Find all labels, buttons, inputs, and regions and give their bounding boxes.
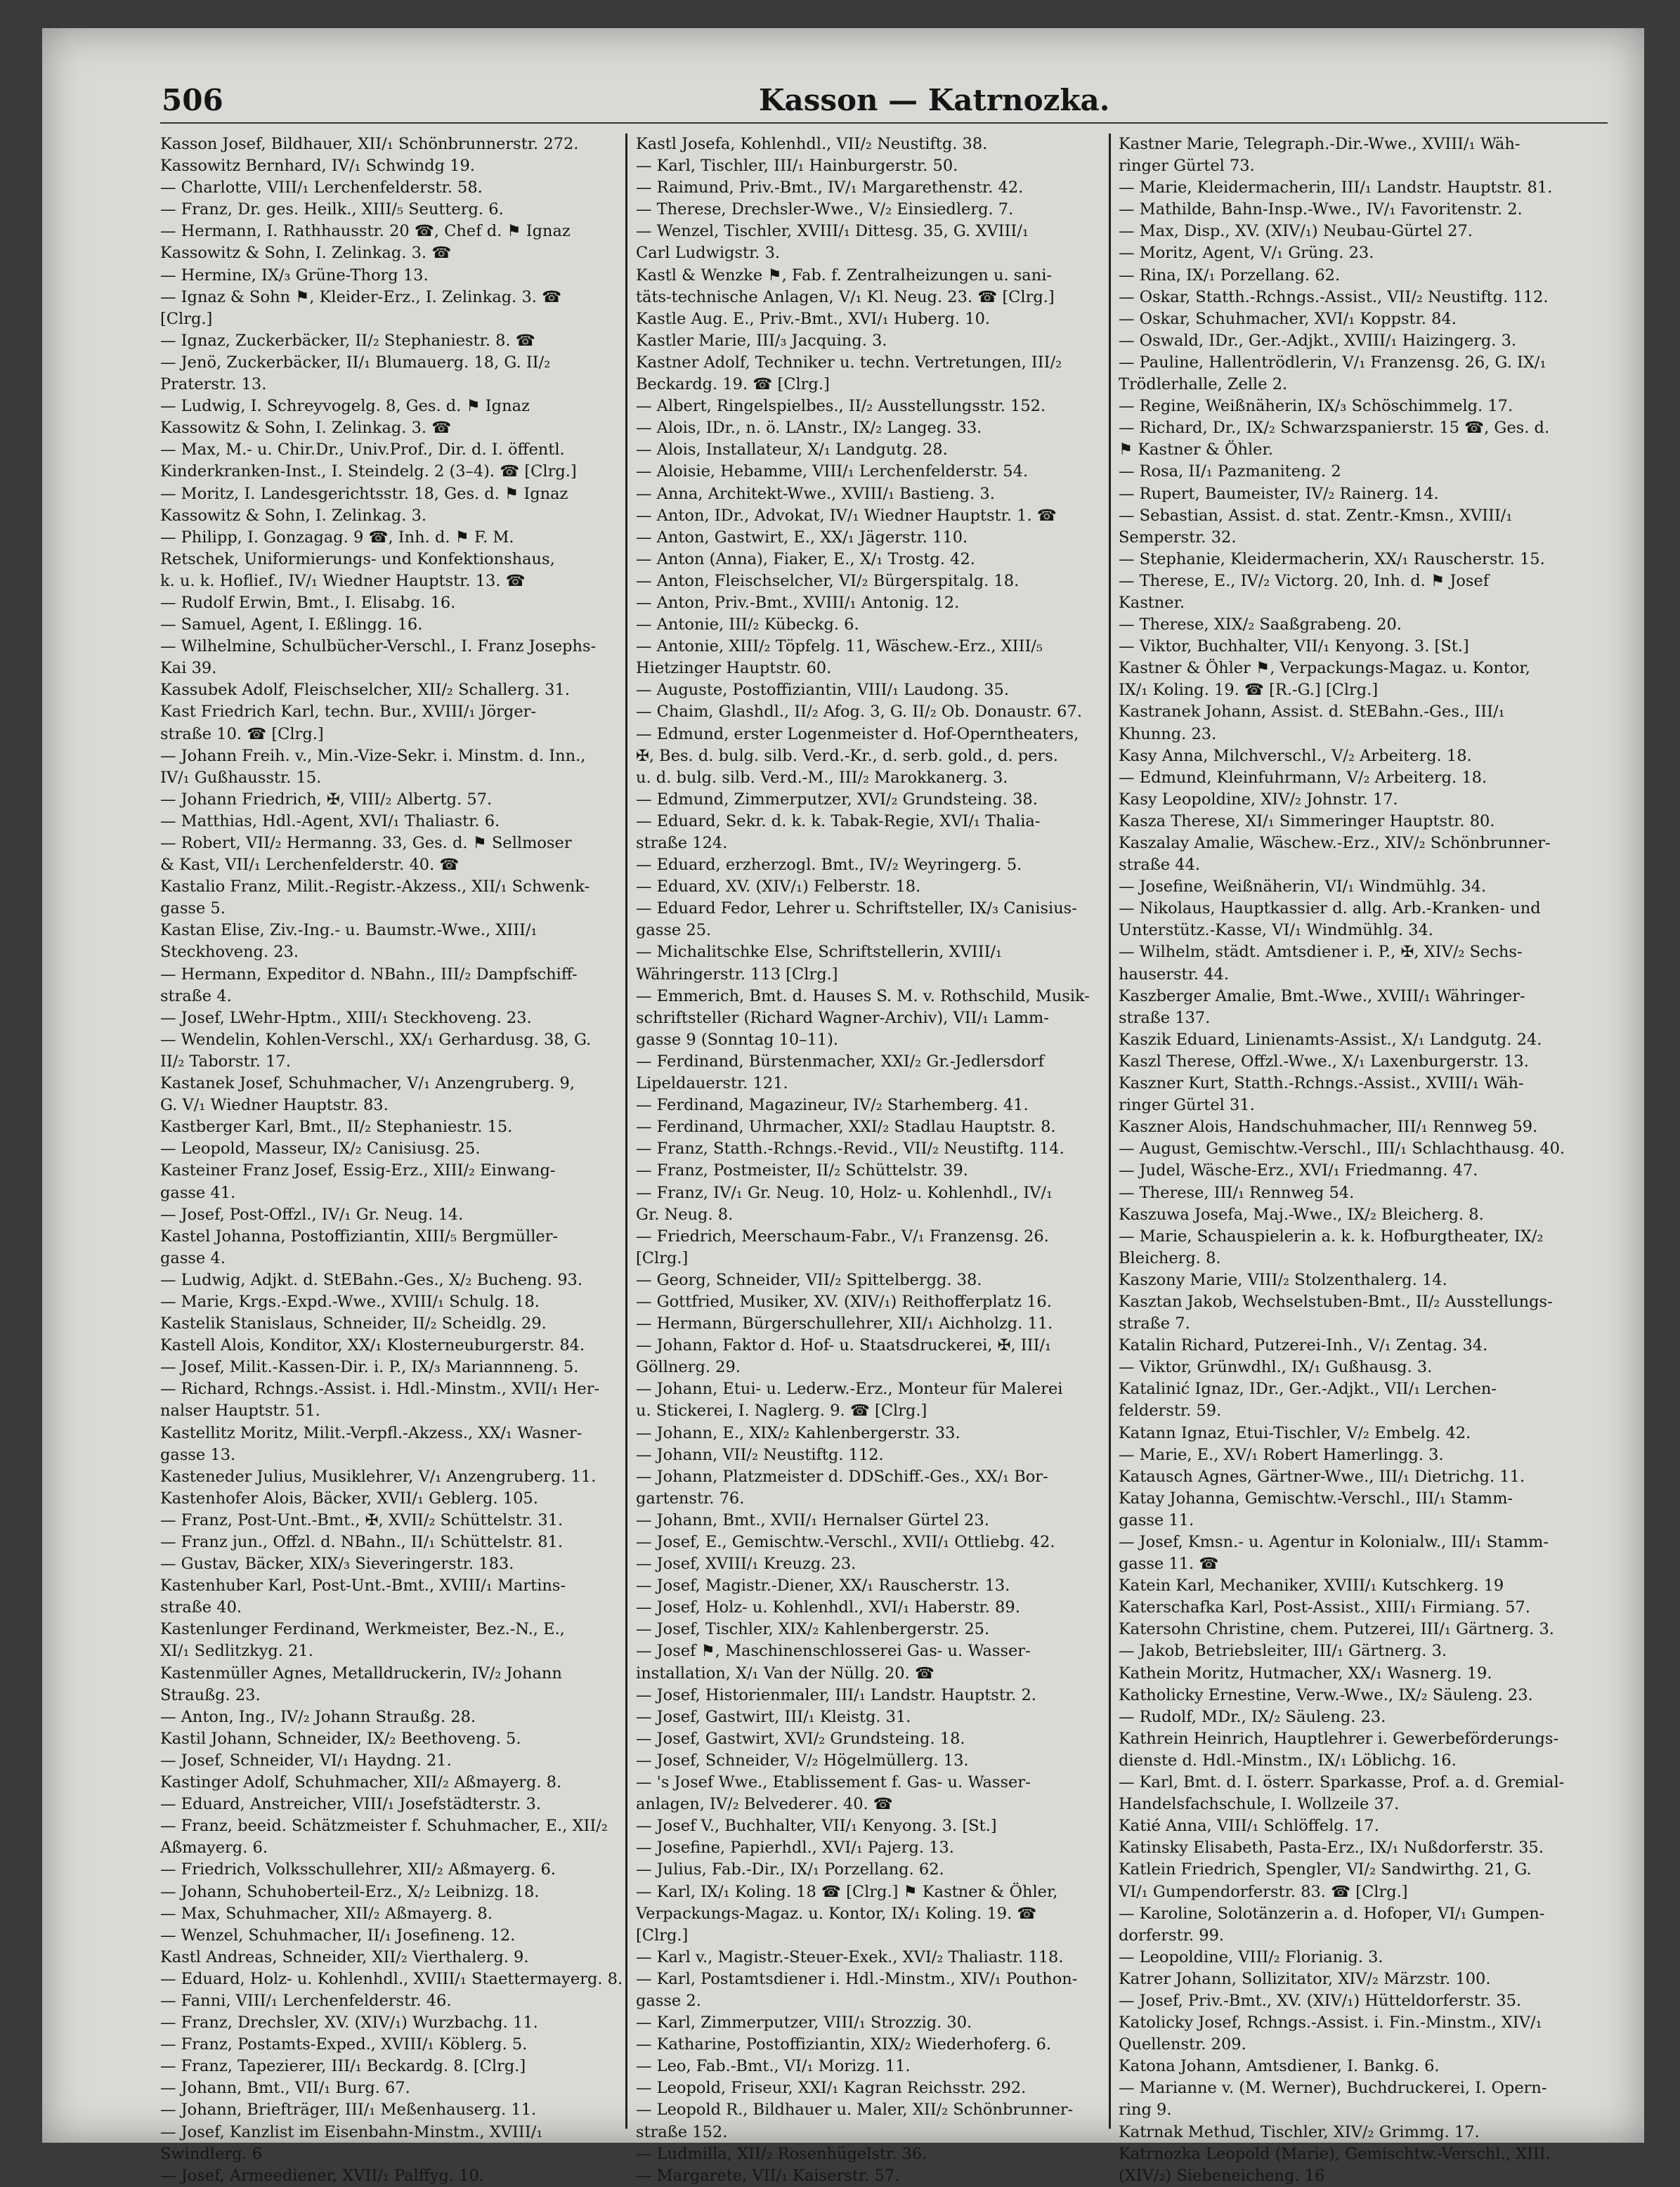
directory-entry-line: — Regine, Weißnäherin, IX/₃ Schöschimmelg. 17. — [1119, 397, 1513, 416]
directory-entry-line: — Chaim, Glashdl., II/₂ Afog. 3, G. II/₂ Ob. Donaustr. 67. — [636, 703, 1082, 722]
directory-entry-line: Göllnerg. 29. — [636, 1358, 741, 1377]
directory-entry-line: — Franz, Postmeister, II/₂ Schüttelstr. 39. — [636, 1161, 968, 1180]
directory-entry-line: — 's Josef Wwe., Etablissement f. Gas- u. Wasser- — [636, 1773, 1031, 1792]
directory-entry-line: Kassowitz & Sohn, I. Zelinkag. 3. — [160, 506, 427, 525]
directory-entry-line: gasse 2. — [636, 1991, 701, 2010]
directory-entry-line: Kasteiner Franz Josef, Essig-Erz., XIII/₂ Einwang- — [160, 1161, 556, 1180]
directory-entry-line: — Anton, Gastwirt, E., XX/₁ Jägerstr. 110. — [636, 528, 968, 547]
directory-entry-line: — Rina, IX/₁ Porzellang. 62. — [1119, 266, 1341, 285]
directory-entry-line: installation, X/₁ Van der Nüllg. 20. ☎ — [636, 1664, 935, 1683]
directory-entry-line: — Alois, Installateur, X/₁ Landgutg. 28. — [636, 440, 948, 459]
directory-entry-line: — Eduard, Holz- u. Kohlenhdl., XVIII/₁ Staettermayerg. 8. — [160, 1969, 623, 1988]
directory-entry-line: — Sebastian, Assist. d. stat. Zentr.-Kmsn., XVIII/₁ — [1119, 506, 1513, 525]
directory-entry-line: — Karl, Bmt. d. I. österr. Sparkasse, Prof. a. d. Gremial- — [1119, 1773, 1565, 1792]
directory-entry-line: — Margarete, VII/₁ Kaiserstr. 57. — [636, 2166, 900, 2185]
directory-entry-line: — Leopold, Friseur, XXI/₁ Kagran Reichsstr. 292. — [636, 2079, 1027, 2098]
directory-entry-line: Kassowitz & Sohn, I. Zelinkag. 3. ☎ — [160, 419, 452, 438]
directory-entry-line: Gr. Neug. 8. — [636, 1205, 734, 1224]
directory-entry-line: Kastelik Stanislaus, Schneider, II/₂ Scheidlg. 29. — [160, 1314, 547, 1333]
directory-entry-line: Katona Johann, Amtsdiener, I. Bankg. 6. — [1119, 2057, 1440, 2076]
directory-entry-line: straße 137. — [1119, 1008, 1211, 1027]
directory-entry-line: gasse 13. — [160, 1445, 236, 1464]
directory-entry-line: — Marie, Krgs.-Expd.-Wwe., XVIII/₁ Schulg. 18. — [160, 1292, 540, 1311]
directory-page — [42, 28, 1644, 2185]
directory-entry-line: — Max, Schuhmacher, XII/₂ Aßmayerg. 8. — [160, 1904, 493, 1923]
directory-entry-line: straße 7. — [1119, 1314, 1190, 1333]
directory-entry-line: Katrnozka Leopold (Marie), Gemischtw.-Verschl., XIII. — [1119, 2144, 1551, 2163]
directory-entry-line: Katolicky Josef, Rchngs.-Assist. i. Fin.-Minstm., XIV/₁ — [1119, 2013, 1542, 2032]
directory-entry-line: Verpackungs-Magaz. u. Kontor, IX/₁ Koling. 19. ☎ — [636, 1904, 1037, 1923]
directory-entry-line: — Max, Disp., XV. (XIV/₁) Neubau-Gürtel 27. — [1119, 222, 1473, 241]
directory-entry-line: — Therese, E., IV/₂ Victorg. 20, Inh. d. ⚑ Josef — [1119, 571, 1490, 590]
directory-entry-line: — Johann, Etui- u. Lederw.-Erz., Monteur für Malerei — [636, 1380, 1063, 1399]
directory-entry-line: — Franz, Post-Unt.-Bmt., ✠, XVII/₂ Schüttelstr. 31. — [160, 1510, 564, 1529]
directory-entry-line: Kaszner Kurt, Statth.-Rchngs.-Assist., XVIII/₁ Wäh- — [1119, 1074, 1524, 1093]
column-divider — [625, 133, 627, 2129]
directory-entry-line: Katay Johanna, Gemischtw.-Verschl., III/₁ Stamm- — [1119, 1489, 1513, 1508]
directory-entry-line: — Leo, Fab.-Bmt., VI/₁ Morizg. 11. — [636, 2057, 911, 2076]
directory-entry-line: — Johann, Briefträger, III/₁ Meßenhauserg. 11. — [160, 2101, 537, 2120]
directory-entry-line: — Mathilde, Bahn-Insp.-Wwe., IV/₁ Favoritenstr. 2. — [1119, 200, 1523, 219]
directory-entry-line: IX/₁ Koling. 19. ☎ [R.-G.] [Clrg.] — [1119, 681, 1379, 700]
directory-entry-line: — Wendelin, Kohlen-Verschl., XX/₁ Gerhardusg. 38, G. — [160, 1030, 592, 1049]
directory-entry-line: Kastell Alois, Konditor, XX/₁ Klosterneuburgerstr. 84. — [160, 1336, 585, 1355]
directory-entry-line: — Friedrich, Volksschullehrer, XII/₂ Aßmayerg. 6. — [160, 1860, 556, 1879]
directory-entry-line: — Eduard Fedor, Lehrer u. Schriftsteller, IX/₃ Canisius- — [636, 899, 1077, 918]
directory-entry-line: — Wenzel, Schuhmacher, II/₁ Josefineng. 12. — [160, 1926, 516, 1945]
directory-entry-line: Semperstr. 32. — [1119, 528, 1237, 547]
directory-entry-line: Kastenlunger Ferdinand, Werkmeister, Bez.-N., E., — [160, 1620, 565, 1639]
directory-entry-line: Kasson Josef, Bildhauer, XII/₁ Schönbrunnerstr. 272. — [160, 135, 579, 153]
directory-entry-line: — Julius, Fab.-Dir., IX/₁ Porzellang. 62. — [636, 1860, 944, 1879]
directory-entry-line: Kastl Josefa, Kohlenhdl., VII/₂ Neustiftg. 38. — [636, 135, 988, 153]
directory-entry-line: — Samuel, Agent, I. Eßlingg. 16. — [160, 615, 423, 634]
directory-entry-line: — Karl v., Magistr.-Steuer-Exek., XVI/₂ Thaliastr. 118. — [636, 1947, 1064, 1966]
directory-entry-line: ring 9. — [1119, 2101, 1172, 2120]
directory-entry-line: Praterstr. 13. — [160, 375, 267, 394]
directory-entry-line: Kastner Marie, Telegraph.-Dir.-Wwe., XVIII/₁ Wäh- — [1119, 135, 1521, 153]
directory-entry-line: Kasteneder Julius, Musiklehrer, V/₁ Anzengruberg. 11. — [160, 1467, 597, 1486]
directory-entry-line: anlagen, IV/₂ Belvederег. 40. ☎ — [636, 1795, 893, 1814]
directory-entry-line: — Josef, Milit.-Kassen-Dir. i. P., IX/₃ Mariannneng. 5. — [160, 1358, 579, 1377]
directory-entry-line: Handelsfachschule, I. Wollzeile 37. — [1119, 1795, 1400, 1814]
directory-entry-line: Kastranek Johann, Assist. d. StEBahn.-Ges., III/₁ — [1119, 703, 1505, 722]
directory-entry-line: Kastler Marie, III/₃ Jacquing. 3. — [636, 331, 887, 350]
directory-entry-line: u. d. bulg. silb. Verd.-M., III/₂ Marokkanerg. 3. — [636, 768, 1008, 787]
directory-entry-line: — Therese, Drechsler-Wwe., V/₂ Einsiedlerg. 7. — [636, 200, 1014, 219]
directory-entry-line: — Oswald, IDr., Ger.-Adjkt., XVIII/₁ Haizingerg. 3. — [1119, 331, 1517, 350]
directory-entry-line: straße 40. — [160, 1598, 242, 1617]
directory-entry-line: — Jenö, Zuckerbäcker, II/₁ Blumauerg. 18, G. II/₂ — [160, 353, 551, 372]
directory-entry-line: — Johann, Bmt., XVII/₁ Hernalser Gürtel 23. — [636, 1510, 989, 1529]
directory-entry-line: Straußg. 23. — [160, 1685, 261, 1704]
directory-entry-line: — Ignaz, Zuckerbäcker, II/₂ Stephaniestr. 8. ☎ — [160, 331, 535, 350]
directory-entry-line: ringer Gürtel 31. — [1119, 1096, 1255, 1115]
directory-entry-line: Bleicherg. 8. — [1119, 1248, 1221, 1267]
directory-entry-line: — Rudolf, MDr., IX/₂ Säuleng. 23. — [1119, 1707, 1386, 1726]
directory-entry-line: — Ignaz & Sohn ⚑, Kleider-Erz., I. Zelinkag. 3. ☎ — [160, 287, 562, 306]
directory-entry-line: — Michalitschke Else, Schriftstellerin, XVIII/₁ — [636, 943, 1003, 962]
directory-entry-line: — Fanni, VIII/₁ Lerchenfelderstr. 46. — [160, 1991, 452, 2010]
page-number: 506 — [162, 83, 223, 117]
directory-entry-line: — Therese, III/₁ Rennweg 54. — [1119, 1183, 1355, 1202]
directory-entry-line: — Franz, Postamts-Exped., XVIII/₁ Köblerg. 5. — [160, 2035, 528, 2054]
directory-entry-line: Katalin Richard, Putzerei-Inh., V/₁ Zentag. 34. — [1119, 1336, 1488, 1355]
directory-entry-line: — Franz, Tapezierer, III/₁ Beckardg. 8. [Clrg.] — [160, 2057, 526, 2076]
directory-entry-line: — Johann, E., XIX/₂ Kahlenbergerstr. 33. — [636, 1423, 961, 1442]
directory-entry-line: — Judel, Wäsche-Erz., XVI/₁ Friedmanng. 47. — [1119, 1161, 1478, 1180]
directory-entry-line: Kastinger Adolf, Schuhmacher, XII/₂ Aßmayerg. 8. — [160, 1773, 562, 1792]
directory-entry-line: — Anton, Ing., IV/₂ Johann Straußg. 28. — [160, 1707, 476, 1726]
directory-entry-line: — Hermann, I. Rathhausstr. 20 ☎, Chef d. ⚑ Ignaz — [160, 222, 571, 241]
directory-entry-line: — Charlotte, VIII/₁ Lerchenfelderstr. 58. — [160, 178, 483, 197]
directory-entry-line: — Josef, E., Gemischtw.-Verschl., XVII/₁ Ottliebg. 42. — [636, 1533, 1055, 1551]
directory-entry-line: — Edmund, Kleinfuhrmann, V/₂ Arbeiterg. 18. — [1119, 768, 1487, 787]
directory-entry-line: Quellenstr. 209. — [1119, 2035, 1246, 2054]
directory-entry-line: — Wenzel, Tischler, XVIII/₁ Dittesg. 35, G. XVIII/₁ — [636, 222, 1029, 241]
directory-entry-line: — Moritz, I. Landesgerichtsstr. 18, Ges. d. ⚑ Ignaz — [160, 484, 568, 503]
directory-entry-line: — Jakob, Betriebsleiter, III/₁ Gärtnerg. 3. — [1119, 1642, 1447, 1661]
directory-entry-line: — Wilhelmine, Schulbücher-Verschl., I. Franz Josephs- — [160, 637, 597, 656]
directory-entry-line: — Josef, XVIII/₁ Kreuzg. 23. — [636, 1555, 857, 1574]
directory-entry-line: — Karl, IX/₁ Koling. 18 ☎ [Clrg.] ⚑ Kastner & Öhler, — [636, 1882, 1058, 1901]
directory-entry-line: — Marie, Schauspielerin a. k. k. Hofburgtheater, IX/₂ — [1119, 1227, 1544, 1246]
directory-entry-line: Kaszl Therese, Offzl.-Wwe., X/₁ Laxenburgerstr. 13. — [1119, 1052, 1529, 1071]
directory-entry-line: & Kast, VII/₁ Lerchenfelderstr. 40. ☎ — [160, 856, 460, 875]
directory-entry-line: — Franz, IV/₁ Gr. Neug. 10, Holz- u. Kohlenhdl., IV/₁ — [636, 1183, 1053, 1202]
directory-entry-line: — Ludwig, I. Schreyvogelg. 8, Ges. d. ⚑ Ignaz — [160, 397, 530, 416]
directory-entry-line: — Anton (Anna), Fiaker, E., X/₁ Trostg. 42. — [636, 549, 975, 568]
directory-entry-line: II/₂ Taborstr. 17. — [160, 1052, 291, 1071]
directory-entry-line: — Josef, Priv.-Bmt., XV. (XIV/₁) Hütteldorferstr. 35. — [1119, 1991, 1522, 2010]
directory-entry-line: gartenstr. 76. — [636, 1489, 745, 1508]
column-2 — [636, 133, 1121, 2187]
directory-entry-line: Kathein Moritz, Hutmacher, XX/₁ Wasnerg. 19. — [1119, 1664, 1492, 1683]
directory-entry-line: Kastner & Öhler ⚑, Verpackungs-Magaz. u. Kontor, — [1119, 659, 1530, 678]
directory-entry-line: — Josef, Gastwirt, III/₁ Kleistg. 31. — [636, 1707, 911, 1726]
directory-entry-line: Kastenhuber Karl, Post-Unt.-Bmt., XVIII/₁ Martins- — [160, 1576, 566, 1595]
directory-entry-line: ⚑ Kastner & Öhler. — [1119, 440, 1273, 459]
directory-entry-line: gasse 11. — [1119, 1510, 1194, 1529]
directory-entry-line: — Ludmilla, XII/₂ Rosenhügelstr. 36. — [636, 2144, 927, 2163]
directory-entry-line: — Anna, Architekt-Wwe., XVIII/₁ Bastieng. 3. — [636, 484, 995, 503]
directory-entry-line: Katrer Johann, Sollizitator, XIV/₂ Märzstr. 100. — [1119, 1969, 1491, 1988]
directory-entry-line: straße 4. — [160, 986, 232, 1005]
directory-entry-line: Katausch Agnes, Gärtner-Wwe., III/₁ Dietrichg. 11. — [1119, 1467, 1525, 1486]
directory-entry-line: — Ferdinand, Uhrmacher, XXI/₂ Stadlau Hauptstr. 8. — [636, 1118, 1056, 1137]
directory-entry-line: — Karl, Postamtsdiener i. Hdl.-Minstm., XIV/₁ Pouthon- — [636, 1969, 1078, 1988]
directory-entry-line: Kassowitz & Sohn, I. Zelinkag. 3. ☎ — [160, 244, 452, 263]
running-head: Kasson — Katrnozka. — [759, 83, 1110, 117]
directory-entry-line: gasse 11. ☎ — [1119, 1555, 1219, 1574]
directory-entry-line: — Friedrich, Meerschaum-Fabr., V/₁ Franzensg. 26. — [636, 1227, 1049, 1246]
directory-entry-line: — Rudolf Erwin, Bmt., I. Elisabg. 16. — [160, 593, 456, 612]
header-rule — [160, 122, 1608, 124]
directory-entry-line: Kastenhofer Alois, Bäcker, XVII/₁ Geblerg. 105. — [160, 1489, 538, 1508]
directory-entry-line: straße 10. ☎ [Clrg.] — [160, 724, 324, 743]
directory-entry-line: Katann Ignaz, Etui-Tischler, V/₂ Embelg. 42. — [1119, 1423, 1471, 1442]
column-divider — [1109, 133, 1111, 2129]
directory-entry-line: — Ludwig, Adjkt. d. StEBahn.-Ges., X/₂ Bucheng. 93. — [160, 1270, 583, 1289]
directory-entry-line: — Oskar, Statth.-Rchngs.-Assist., VII/₂ Neustiftg. 112. — [1119, 287, 1549, 306]
directory-entry-line: Steckhoveng. 23. — [160, 943, 299, 962]
directory-entry-line: — Josef V., Buchhalter, VII/₁ Kenyong. 3. [St.] — [636, 1817, 997, 1836]
directory-entry-line: Kasztan Jakob, Wechselstuben-Bmt., II/₂ Ausstellungs- — [1119, 1292, 1553, 1311]
directory-entry-line: Kastle Aug. E., Priv.-Bmt., XVI/₁ Huberg. 10. — [636, 309, 991, 328]
directory-entry-line: ✠, Bes. d. bulg. silb. Verd.-Kr., d. serb. gold., d. pers. — [636, 746, 1058, 765]
directory-entry-line: — Wilhelm, städt. Amtsdiener i. P., ✠, XIV/₂ Sechs- — [1119, 943, 1523, 962]
directory-entry-line: gasse 4. — [160, 1248, 226, 1267]
directory-entry-line: — Franz, beeid. Schätzmeister f. Schuhmacher, E., XII/₂ — [160, 1817, 608, 1836]
directory-entry-line: — Therese, XIX/₂ Saaßgrabeng. 20. — [1119, 615, 1402, 634]
directory-entry-line: Aßmayerg. 6. — [160, 1839, 268, 1858]
directory-entry-line: — Raimund, Priv.-Bmt., IV/₁ Margarethenstr. 42. — [636, 178, 1024, 197]
directory-entry-line: — Rupert, Baumeister, IV/₂ Rainerg. 14. — [1119, 484, 1439, 503]
directory-entry-line: Kai 39. — [160, 659, 217, 678]
directory-entry-line: Kastan Elise, Ziv.-Ing.- u. Baumstr.-Wwe., XIII/₁ — [160, 921, 538, 940]
directory-entry-line: Kaszalay Amalie, Wäschew.-Erz., XIV/₂ Schönbrunner- — [1119, 834, 1551, 852]
directory-entry-line: — Hermann, Expeditor d. NBahn., III/₂ Dampfschiff- — [160, 965, 578, 984]
directory-entry-line: XI/₁ Sedlitzkyg. 21. — [160, 1642, 313, 1661]
directory-entry-line: — Aloisie, Hebamme, VIII/₁ Lerchenfelderstr. 54. — [636, 462, 1029, 481]
directory-entry-line: VI/₁ Gumpendorferstr. 83. ☎ [Clrg.] — [1119, 1882, 1408, 1901]
directory-entry-line: nalser Hauptstr. 51. — [160, 1402, 320, 1421]
directory-entry-line: Kinderkranken-Inst., I. Steindelg. 2 (3–4). ☎ [Clrg.] — [160, 462, 577, 481]
directory-entry-line: — Franz, Drechsler, XV. (XIV/₁) Wurzbachg. 11. — [160, 2013, 538, 2032]
directory-entry-line: — Josef, Armeediener, XVII/₁ Palffyg. 10. — [160, 2166, 484, 2185]
directory-entry-line: — Leopold R., Bildhauer u. Maler, XII/₂ Schönbrunner- — [636, 2101, 1074, 2120]
directory-entry-line: — Rosa, II/₁ Pazmaniteng. 2 — [1119, 462, 1341, 481]
directory-entry-line: Kastil Johann, Schneider, IX/₂ Beethoveng. 5. — [160, 1729, 521, 1748]
directory-entry-line: Katinsky Elisabeth, Pasta-Erz., IX/₁ Nußdorferstr. 35. — [1119, 1839, 1544, 1858]
directory-entry-line: — Edmund, Zimmerputzer, XVI/₂ Grundsteing. 38. — [636, 790, 1038, 809]
directory-entry-line: (XIV/₂) Siebeneicheng. 16 — [1119, 2166, 1325, 2185]
directory-entry-line: Carl Ludwigstr. 3. — [636, 244, 781, 263]
directory-entry-line: G. V/₁ Wiedner Hauptstr. 83. — [160, 1096, 389, 1115]
directory-entry-line: — Josef, Historienmaler, III/₁ Landstr. Hauptstr. 2. — [636, 1685, 1036, 1704]
directory-entry-line: — Nikolaus, Hauptkassier d. allg. Arb.-Kranken- und — [1119, 899, 1541, 918]
directory-entry-line: Währingerstr. 113 [Clrg.] — [636, 965, 838, 984]
directory-entry-line: — Johann, Bmt., VII/₁ Burg. 67. — [160, 2079, 410, 2098]
directory-entry-line: — Antonie, III/₂ Kübeckg. 6. — [636, 615, 859, 634]
directory-entry-line: Kathrein Heinrich, Hauptlehrer i. Gewerbeförderungs- — [1119, 1729, 1559, 1748]
directory-entry-line: Swindlerg. 6 — [160, 2144, 263, 2163]
directory-entry-line: Katalinić Ignaz, IDr., Ger.-Adjkt., VII/₁ Lerchen- — [1119, 1380, 1497, 1399]
directory-entry-line: Kasy Anna, Milchverschl., V/₂ Arbeiterg. 18. — [1119, 746, 1472, 765]
directory-entry-line: — Marianne v. (M. Werner), Buchdruckerei, I. Opern- — [1119, 2079, 1547, 2098]
directory-entry-line: Katlein Friedrich, Spengler, VI/₂ Sandwirthg. 21, G. — [1119, 1860, 1532, 1879]
directory-entry-line: Kaszik Eduard, Linienamts-Assist., X/₁ Landgutg. 24. — [1119, 1030, 1542, 1049]
directory-entry-line: — Hermine, IX/₃ Grüne-Thorg 13. — [160, 266, 429, 285]
directory-entry-line: Trödlerhalle, Zelle 2. — [1119, 375, 1288, 394]
directory-entry-line: — Oskar, Schuhmacher, XVI/₁ Koppstr. 84. — [1119, 309, 1457, 328]
directory-entry-line: — Eduard, XV. (XIV/₁) Felberstr. 18. — [636, 877, 921, 896]
directory-entry-line: — Viktor, Grünwdhl., IX/₁ Gußhausg. 3. — [1119, 1358, 1433, 1377]
directory-entry-line: — Josef, Kmsn.- u. Agentur in Kolonialw., III/₁ Stamm- — [1119, 1533, 1549, 1551]
directory-entry-line: — Johann, Platzmeister d. DDSchiff.-Ges., XX/₁ Bor- — [636, 1467, 1048, 1486]
directory-entry-line: Katein Karl, Mechaniker, XVIII/₁ Kutschkerg. 19 — [1119, 1576, 1504, 1595]
directory-entry-line: — Albert, Ringelspielbes., II/₂ Ausstellungsstr. 152. — [636, 397, 1046, 416]
directory-entry-line: gasse 25. — [636, 921, 712, 940]
directory-entry-line: Kasza Therese, XI/₁ Simmeringer Hauptstr. 80. — [1119, 811, 1495, 830]
directory-entry-line: — Karoline, Solotänzerin a. d. Hofoper, VI/₁ Gumpen- — [1119, 1904, 1545, 1923]
directory-entry-line: — Josef, Holz- u. Kohlenhdl., XVI/₁ Haberstr. 89. — [636, 1598, 1020, 1617]
directory-entry-line: — Josef, LWehr-Hptm., XIII/₁ Steckhoveng. 23. — [160, 1008, 532, 1027]
directory-entry-line: — Karl, Zimmerputzer, VIII/₁ Strozzig. 30. — [636, 2013, 972, 2032]
directory-entry-line: — Anton, IDr., Advokat, IV/₁ Wiedner Hauptstr. 1. ☎ — [636, 506, 1057, 525]
directory-entry-line: — Leopold, Masseur, IX/₂ Canisiusg. 25. — [160, 1140, 481, 1158]
directory-entry-line: — Josef ⚑, Maschinenschlosserei Gas- u. Wasser- — [636, 1642, 1031, 1661]
directory-entry-line: — Johann, Faktor d. Hof- u. Staatsdruckerei, ✠, III/₁ — [636, 1336, 1052, 1355]
directory-entry-line: [Clrg.] — [636, 1926, 689, 1945]
directory-entry-line: Kaszony Marie, VIII/₂ Stolzenthalerg. 14. — [1119, 1270, 1447, 1289]
directory-entry-line: — Stephanie, Kleidermacherin, XX/₁ Rauscherstr. 15. — [1119, 549, 1545, 568]
directory-entry-line: Retschek, Uniformierungs- und Konfektionshaus, — [160, 549, 555, 568]
directory-entry-line: felderstr. 59. — [1119, 1402, 1222, 1421]
directory-entry-line: Katholicky Ernestine, Verw.-Wwe., IX/₂ Säuleng. 23. — [1119, 1685, 1533, 1704]
directory-entry-line: k. u. k. Hoflief., IV/₁ Wiedner Hauptstr. 13. ☎ — [160, 571, 526, 590]
directory-entry-line: — Alois, IDr., n. ö. LAnstr., IX/₂ Langeg. 33. — [636, 419, 982, 438]
directory-entry-line: Katerschafka Karl, Post-Assist., XIII/₁ Firmiang. 57. — [1119, 1598, 1530, 1617]
directory-entry-line: — Josef, Schneider, V/₂ Högelmüllerg. 13. — [636, 1751, 969, 1770]
directory-entry-line: — Ferdinand, Magazineur, IV/₂ Starhemberg. 41. — [636, 1096, 1029, 1115]
directory-entry-line: Kaszuwa Josefa, Maj.-Wwe., IX/₂ Bleicherg. 8. — [1119, 1205, 1484, 1224]
directory-entry-line: — Gottfried, Musiker, XV. (XIV/₁) Reithofferplatz 16. — [636, 1292, 1052, 1311]
directory-entry-line: — Franz, Statth.-Rchngs.-Revid., VII/₂ Neustiftg. 114. — [636, 1140, 1064, 1158]
directory-entry-line: Lipeldauerstr. 121. — [636, 1074, 788, 1093]
directory-entry-line: — Eduard, erzherzogl. Bmt., IV/₂ Weyringerg. 5. — [636, 856, 1022, 875]
directory-entry-line: — Josef, Magistr.-Diener, XX/₁ Rauscherstr. 13. — [636, 1576, 1010, 1595]
directory-entry-line: Kastl Andreas, Schneider, XII/₂ Vierthalerg. 9. — [160, 1947, 529, 1966]
column-1 — [160, 133, 645, 2187]
directory-entry-line: hauserstr. 44. — [1119, 965, 1229, 984]
directory-entry-line: — Josef, Schneider, VI/₁ Haydng. 21. — [160, 1751, 452, 1770]
directory-entry-line: [Clrg.] — [160, 309, 213, 328]
directory-entry-line: Kastanek Josef, Schuhmacher, V/₁ Anzengruberg. 9, — [160, 1074, 575, 1093]
directory-entry-line: Kassowitz Bernhard, IV/₁ Schwindg 19. — [160, 157, 475, 176]
directory-entry-line: — Robert, VII/₂ Hermanng. 33, Ges. d. ⚑ Sellmoser — [160, 834, 572, 852]
directory-entry-line: — Josef, Post-Offzl., IV/₁ Gr. Neug. 14. — [160, 1205, 464, 1224]
directory-entry-line: — Franz, Dr. ges. Heilk., XIII/₅ Seutterg. 6. — [160, 200, 504, 219]
directory-entry-line: — Josef, Tischler, XIX/₂ Kahlenbergerstr. 25. — [636, 1620, 990, 1639]
directory-entry-line: Katié Anna, VIII/₁ Schlöffelg. 17. — [1119, 1817, 1379, 1836]
directory-entry-line: — Josefine, Papierhdl., XVI/₁ Pajerg. 13. — [636, 1839, 954, 1858]
directory-entry-line: dorferstr. 99. — [1119, 1926, 1225, 1945]
directory-entry-line: straße 44. — [1119, 856, 1201, 875]
directory-entry-line: Kastalio Franz, Milit.-Registr.-Akzess., XII/₁ Schwenk- — [160, 877, 590, 896]
directory-entry-line: Unterstütz.-Kasse, VI/₁ Windmühlg. 34. — [1119, 921, 1433, 940]
directory-entry-line: gasse 41. — [160, 1183, 236, 1202]
directory-entry-line: — Viktor, Buchhalter, VII/₁ Kenyong. 3. [St.] — [1119, 637, 1469, 656]
directory-entry-line: Kastner. — [1119, 593, 1185, 612]
directory-entry-line: Kasy Leopoldine, XIV/₂ Johnstr. 17. — [1119, 790, 1398, 809]
directory-entry-line: — Pauline, Hallentrödlerin, V/₁ Franzensg. 26, G. IX/₁ — [1119, 353, 1546, 372]
directory-entry-line: — Josef, Gastwirt, XVI/₂ Grundsteing. 18. — [636, 1729, 965, 1748]
directory-entry-line: straße 152. — [636, 2122, 728, 2141]
directory-entry-line: Katrnak Methud, Tischler, XIV/₂ Grimmg. 17. — [1119, 2122, 1480, 2141]
directory-entry-line: Beckardg. 19. ☎ [Clrg.] — [636, 375, 830, 394]
directory-entry-line: — Georg, Schneider, VII/₂ Spittelbergg. 38. — [636, 1270, 982, 1289]
directory-entry-line: Kastl & Wenzke ⚑, Fab. f. Zentralheizungen u. sani- — [636, 266, 1052, 285]
directory-entry-line: — Leopoldine, VIII/₂ Florianig. 3. — [1119, 1947, 1383, 1966]
directory-entry-line: — Emmerich, Bmt. d. Hauses S. M. v. Rothschild, Musik- — [636, 986, 1090, 1005]
directory-entry-line: — Franz jun., Offzl. d. NBahn., II/₁ Schüttelstr. 81. — [160, 1533, 563, 1551]
directory-entry-line: Kastel Johanna, Postoffiziantin, XIII/₅ Bergmüller- — [160, 1227, 559, 1246]
directory-entry-line: — Johann Freih. v., Min.-Vize-Sekr. i. Minstm. d. Inn., — [160, 746, 586, 765]
directory-entry-line: Kassubek Adolf, Fleischselcher, XII/₂ Schallerg. 31. — [160, 681, 570, 700]
directory-entry-line: — August, Gemischtw.-Verschl., III/₁ Schlachthausg. 40. — [1119, 1140, 1565, 1158]
directory-entry-line: dienste d. Hdl.-Minstm., IX/₁ Löblichg. 16. — [1119, 1751, 1457, 1770]
directory-entry-line: Kastner Adolf, Techniker u. techn. Vertretungen, III/₂ — [636, 353, 1062, 372]
directory-entry-line: — Johann Friedrich, ✠, VIII/₂ Albertg. 57. — [160, 790, 493, 809]
directory-entry-line: [Clrg.] — [636, 1248, 689, 1267]
directory-entry-line: gasse 5. — [160, 899, 226, 918]
directory-entry-line: — Matthias, Hdl.-Agent, XVI/₁ Thaliastr. 6. — [160, 811, 500, 830]
directory-entry-line: straße 124. — [636, 834, 728, 852]
directory-entry-line: — Moritz, Agent, V/₁ Grüng. 23. — [1119, 244, 1374, 263]
directory-entry-line: — Max, M.- u. Chir.Dr., Univ.Prof., Dir. d. I. öffentl. — [160, 440, 565, 459]
directory-entry-line: Hietzinger Hauptstr. 60. — [636, 659, 832, 678]
directory-entry-line: — Gustav, Bäcker, XIX/₃ Sieveringerstr. 183. — [160, 1555, 514, 1574]
column-3 — [1119, 133, 1603, 2187]
directory-entry-line: — Richard, Rchngs.-Assist. i. Hdl.-Minstm., XVII/₁ Her- — [160, 1380, 600, 1399]
directory-entry-line: Kast Friedrich Karl, techn. Bur., XVIII/₁ Jörger- — [160, 703, 537, 722]
directory-entry-line: Khunng. 23. — [1119, 724, 1217, 743]
directory-entry-line: — Edmund, erster Logenmeister d. Hof-Operntheaters, — [636, 724, 1079, 743]
directory-entry-line: — Johann, VII/₂ Neustiftg. 112. — [636, 1445, 884, 1464]
directory-entry-line: — Auguste, Postoffiziantin, VIII/₁ Laudong. 35. — [636, 681, 1010, 700]
directory-entry-line: — Eduard, Anstreicher, VIII/₁ Josefstädterstr. 3. — [160, 1795, 542, 1814]
directory-entry-line: — Anton, Fleischselcher, VI/₂ Bürgerspitalg. 18. — [636, 571, 1020, 590]
directory-entry-line: — Katharine, Postoffiziantin, XIX/₂ Wiederhoferg. 6. — [636, 2035, 1051, 2054]
directory-entry-line: — Johann, Schuhoberteil-Erz., X/₂ Leibnizg. 18. — [160, 1882, 540, 1901]
directory-entry-line: ringer Gürtel 73. — [1119, 157, 1255, 176]
directory-entry-line: — Anton, Priv.-Bmt., XVIII/₁ Antonig. 12. — [636, 593, 960, 612]
directory-entry-line: Kaszner Alois, Handschuhmacher, III/₁ Rennweg 59. — [1119, 1118, 1538, 1137]
directory-entry-line: — Richard, Dr., IX/₂ Schwarzspanierstr. 15 ☎, Ges. d. — [1119, 419, 1550, 438]
directory-entry-line: u. Stickerei, I. Naglerg. 9. ☎ [Clrg.] — [636, 1402, 927, 1421]
directory-entry-line: — Eduard, Sekr. d. k. k. Tabak-Regie, XVI/₁ Thalia- — [636, 811, 1041, 830]
directory-entry-line: Kastenmüller Agnes, Metalldruckerin, IV/₂ Johann — [160, 1664, 562, 1683]
directory-entry-line: — Josefine, Weißnäherin, VI/₁ Windmühlg. 34. — [1119, 877, 1487, 896]
directory-entry-line: — Marie, E., XV/₁ Robert Hamerlingg. 3. — [1119, 1445, 1444, 1464]
directory-entry-line: Katersohn Christine, chem. Putzerei, III/₁ Gärtnerg. 3. — [1119, 1620, 1554, 1639]
directory-entry-line: — Ferdinand, Bürstenmacher, XXI/₂ Gr.-Jedlersdorf — [636, 1052, 1045, 1071]
directory-entry-line: — Josef, Kanzlist im Eisenbahn-Minstm., XVIII/₁ — [160, 2122, 543, 2141]
directory-entry-line: — Philipp, I. Gonzagag. 9 ☎, Inh. d. ⚑ F. M. — [160, 528, 514, 547]
directory-entry-line: Kastellitz Moritz, Milit.-Verpfl.-Akzess., XX/₁ Wasner- — [160, 1423, 582, 1442]
directory-entry-line: — Hermann, Bürgerschullehrer, XII/₁ Aichholzg. 11. — [636, 1314, 1053, 1333]
directory-entry-line: Kastberger Karl, Bmt., II/₂ Stephaniestr. 15. — [160, 1118, 513, 1137]
directory-entry-line: — Antonie, XIII/₂ Töpfelg. 11, Wäschew.-Erz., XIII/₅ — [636, 637, 1043, 656]
directory-entry-line: IV/₁ Gußhausstr. 15. — [160, 768, 322, 787]
directory-entry-line: schriftsteller (Richard Wagner-Archiv), VII/₁ Lamm- — [636, 1008, 1049, 1027]
directory-entry-line: — Marie, Kleidermacherin, III/₁ Landstr. Hauptstr. 81. — [1119, 178, 1553, 197]
directory-entry-line: — Karl, Tischler, III/₁ Hainburgerstr. 50. — [636, 157, 958, 176]
directory-entry-line: gasse 9 (Sonntag 10–11). — [636, 1030, 839, 1049]
directory-entry-line: Kaszberger Amalie, Bmt.-Wwe., XVIII/₁ Währinger- — [1119, 986, 1525, 1005]
directory-entry-line: täts-technische Anlagen, V/₁ Kl. Neug. 23. ☎ [Clrg.] — [636, 287, 1055, 306]
